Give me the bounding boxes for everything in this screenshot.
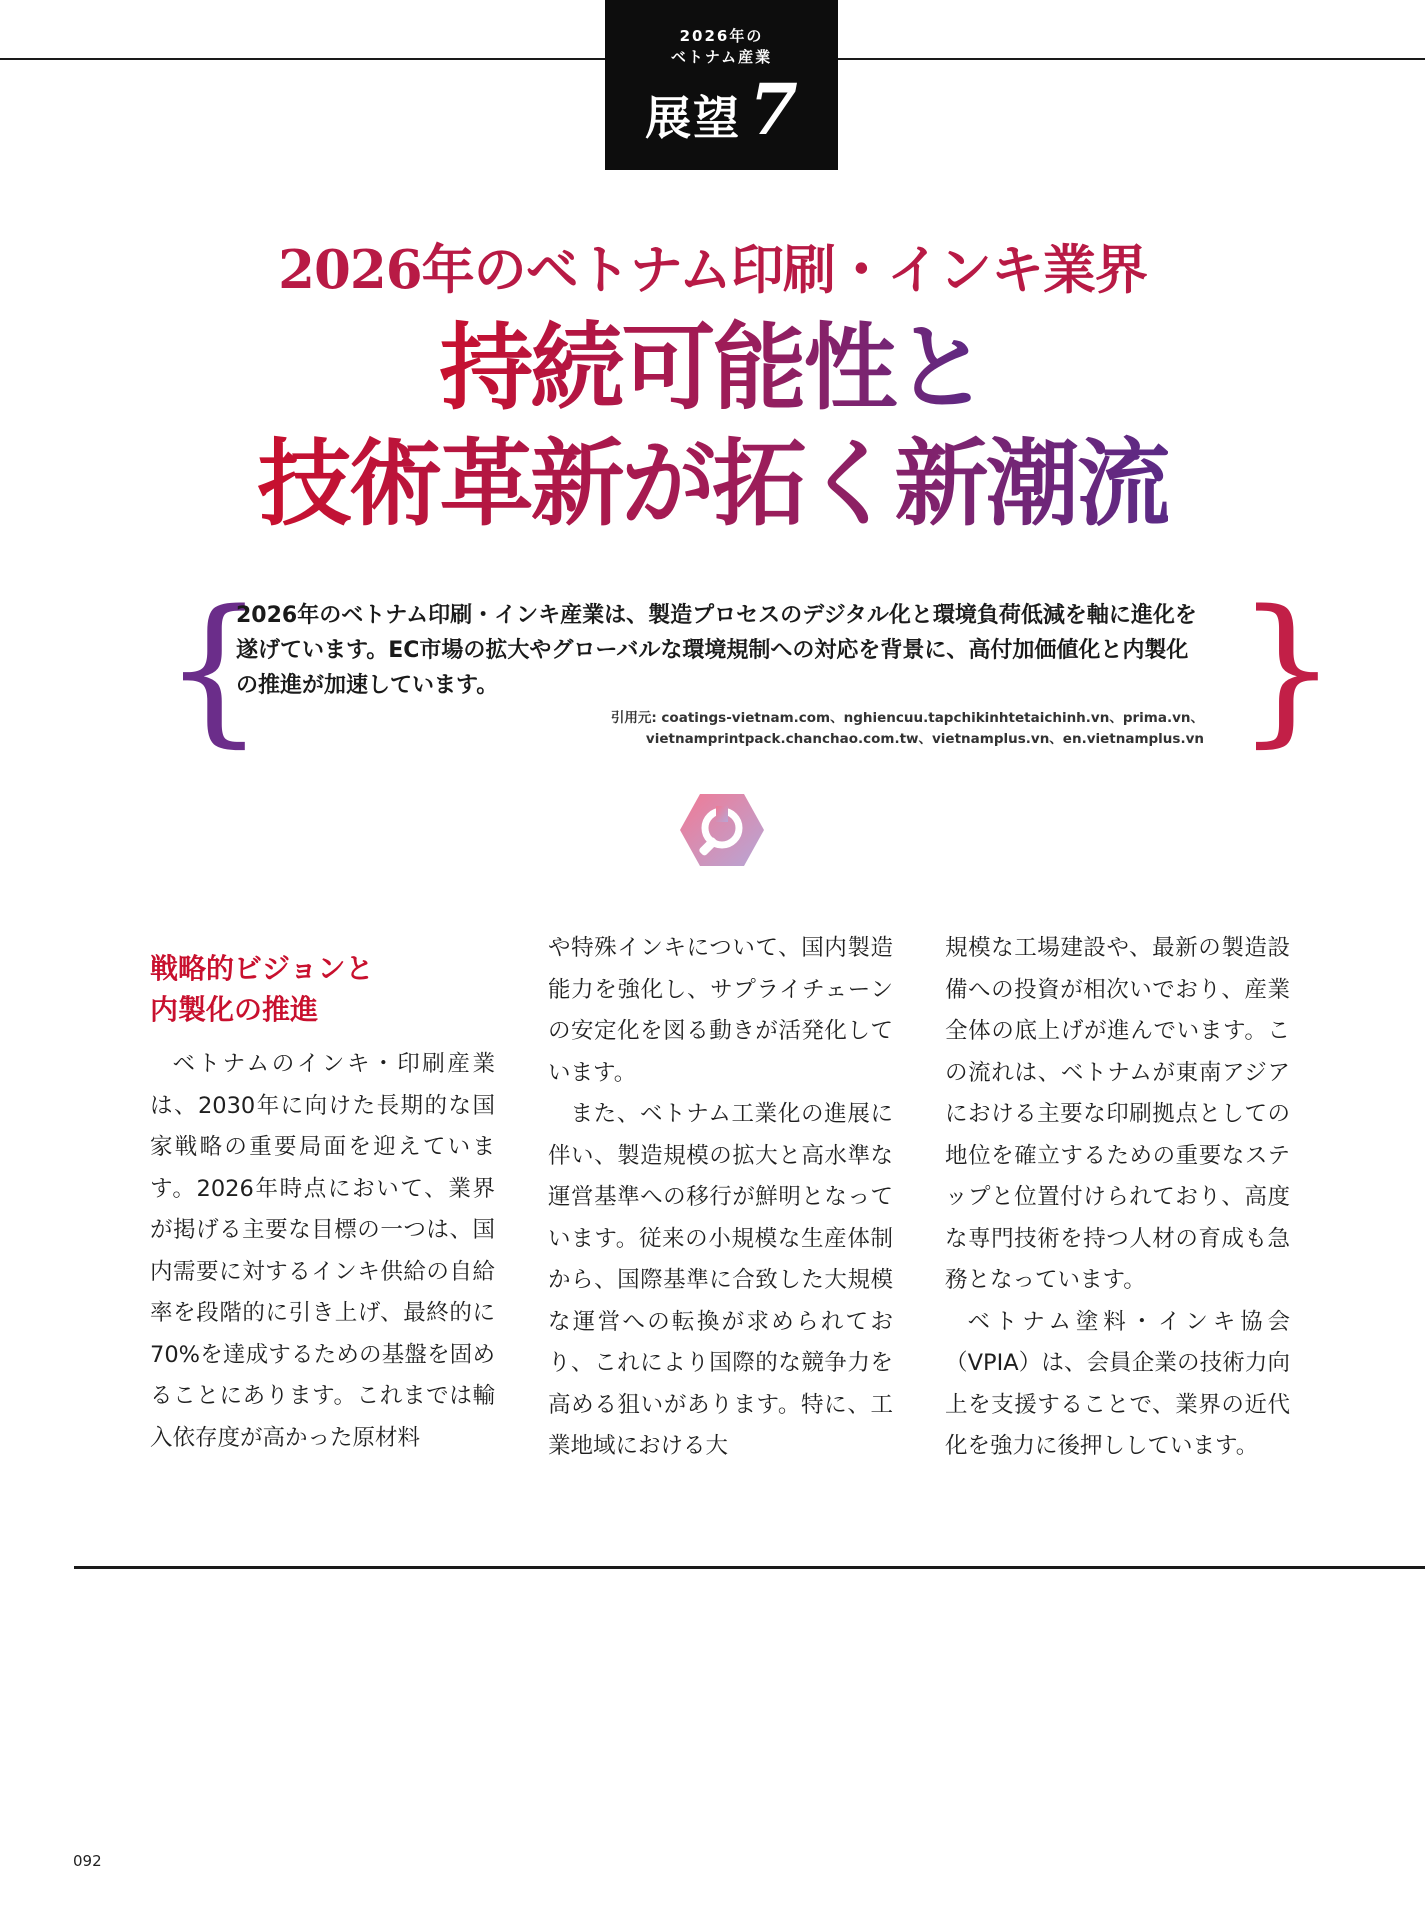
source-line-2: vietnamprintpack.chanchao.com.tw、vietnamplus.vn、en.vietnamplus.vn — [645, 731, 1204, 747]
section-heading — [150, 948, 495, 1030]
badge-kicker-line2: ベトナム産業 — [670, 48, 773, 66]
bottom-rule — [74, 1566, 1425, 1569]
article-title-line1: 持続可能性と — [439, 314, 986, 423]
section-badge — [605, 0, 838, 170]
column-2-paragraph-b: また、ベトナム工業化の進展に伴い、製造規模の拡大と高水準な運営基準への移行が鮮明となっています。従来の小規模な生産体制から、国際基準に合致した大規模な運営への転換が求められており、これにより国際的な競争力を高める狙いがあります。特に、工業地域における大 — [548, 1101, 893, 1459]
badge-title-word: 展望 — [645, 91, 742, 145]
article-column-3 — [945, 928, 1290, 1468]
article-subtitle: 2026年のベトナム印刷・インキ業界 — [278, 239, 1147, 301]
left-brace-decoration: { — [163, 575, 265, 762]
section-heading-line1: 戦略的ビジョンと — [150, 952, 374, 985]
column-3-paragraph-b: ベトナム塗料・インキ協会（VPIA）は、会員企業の技術力向上を支援することで、業界の近代化を強力に後押ししています。 — [945, 1308, 1290, 1459]
column-3-paragraph-a: 規模な工場建設や、最新の製造設備への投資が相次いでおり、産業全体の底上げが進んでいます。この流れは、ベトナムが東南アジアにおける主要な印刷拠点としての地位を確立するための重要なステップと位置付けられており、高度な専門技術を持つ人材の育成も急務となっています。 — [945, 935, 1290, 1293]
badge-title — [605, 68, 838, 163]
lead-paragraph: 2026年のベトナム印刷・インキ産業は、製造プロセスのデジタル化と環境負荷低減を軸に進化を遂げています。EC市場の拡大やグローバルな環境規制への対応を背景に、高付加価値化と内製化の推進が加速しています。 — [236, 603, 1197, 698]
badge-kicker-line1: 2026年の — [679, 27, 764, 45]
article-column-1 — [150, 948, 495, 1459]
page-number: 092 — [73, 1852, 102, 1870]
article-column-2 — [548, 928, 893, 1468]
section-heading-line2: 内製化の推進 — [150, 993, 319, 1026]
right-brace-decoration: } — [1236, 575, 1338, 762]
article-title-line2: 技術革新が拓く新潮流 — [257, 430, 1168, 539]
column-1-paragraph: ベトナムのインキ・印刷産業は、2030年に向けた長期的な国家戦略の重要局面を迎えています。2026年時点において、業界が掲げる主要な目標の一つは、国内需要に対するインキ供給の自給率を段階的に引き上げ、最終的に70%を達成するための基盤を固めることにあります。これまでは輸入依存度が高かった原材料 — [150, 1051, 495, 1451]
source-citation — [236, 708, 1204, 750]
source-line-1: 引用元: coatings-vietnam.com、nghiencuu.tapchikinhtetaichinh.vn、prima.vn、 — [610, 710, 1204, 726]
column-2-paragraph-a: や特殊インキについて、国内製造能力を強化し、サプライチェーンの安定化を図る動きが活発化しています。 — [548, 935, 893, 1086]
badge-title-number: 7 — [749, 68, 798, 151]
wrench-hexagon-icon — [679, 792, 765, 868]
